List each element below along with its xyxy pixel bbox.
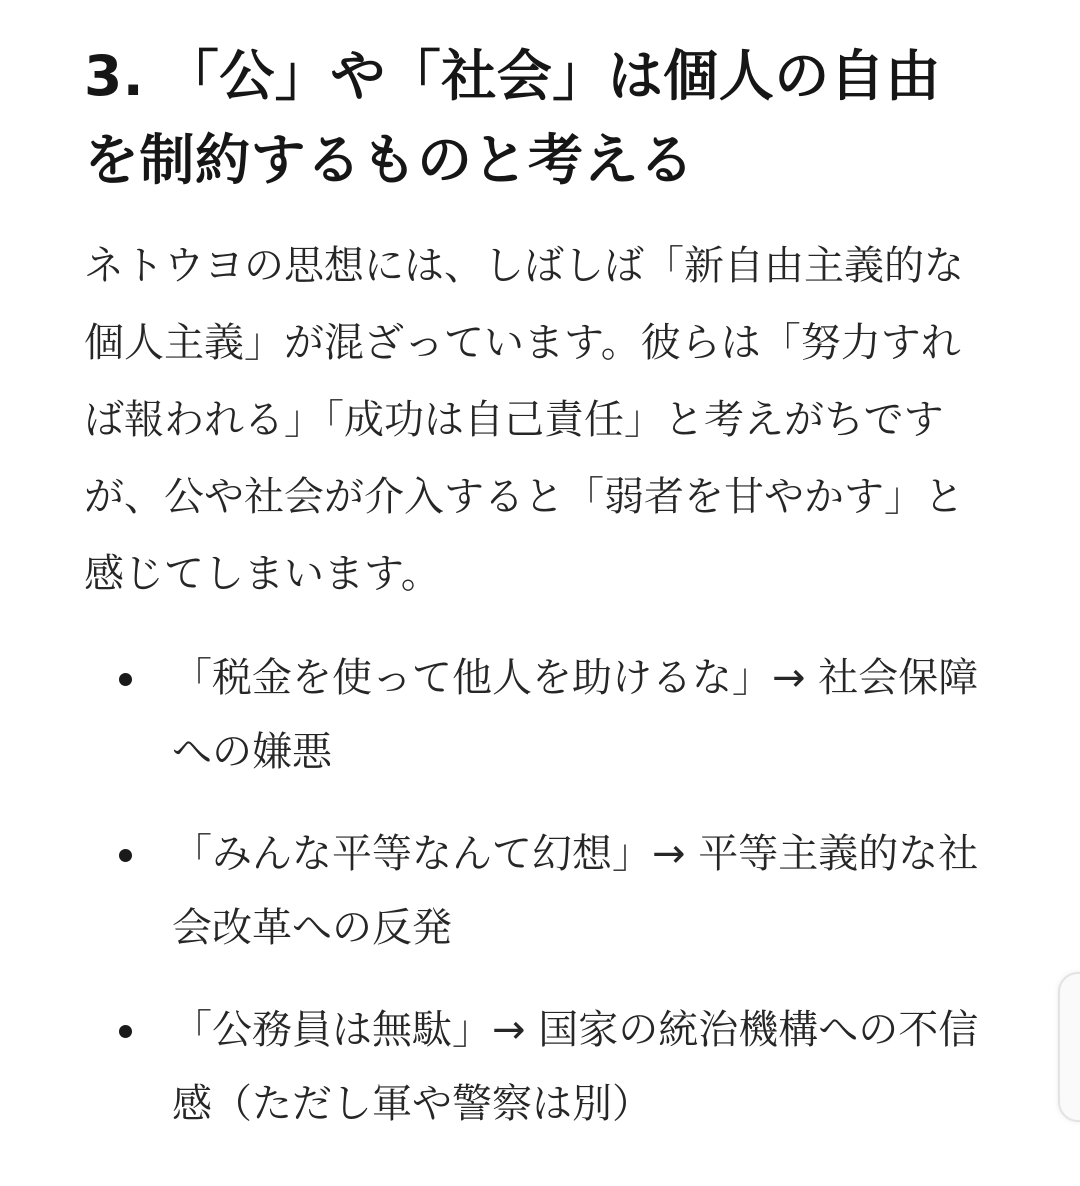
side-panel-handle[interactable] — [1058, 972, 1080, 1122]
body-paragraph: ネトウヨの思想には、しばしば「新自由主義的な個人主義」が混ざっています。彼らは「努力すれば報われる」「成功は自己責任」と考えがちですが、公や社会が介入すると「弱者を甘やかす」と感じてしまいます。 — [84, 243, 964, 597]
bullet-list — [84, 641, 984, 1141]
bullet-icon — [119, 1025, 132, 1038]
list-item — [84, 993, 984, 1141]
list-item — [84, 641, 984, 789]
section-heading: 3. 「公」や「社会」は個人の自由を制約するものと考える — [84, 44, 941, 192]
list-item-text: 「税金を使って他人を助けるな」→ 社会保障への嫌悪 — [172, 655, 979, 775]
list-item-text: 「公務員は無駄」→ 国家の統治機構への不信感（ただし軍や警察は別） — [172, 1007, 979, 1127]
bullet-icon — [119, 673, 132, 686]
bullet-icon — [119, 849, 132, 862]
article-body — [84, 34, 984, 1169]
list-item-text: 「みんな平等なんて幻想」→ 平等主義的な社会改革への反発 — [172, 831, 979, 951]
list-item — [84, 817, 984, 965]
